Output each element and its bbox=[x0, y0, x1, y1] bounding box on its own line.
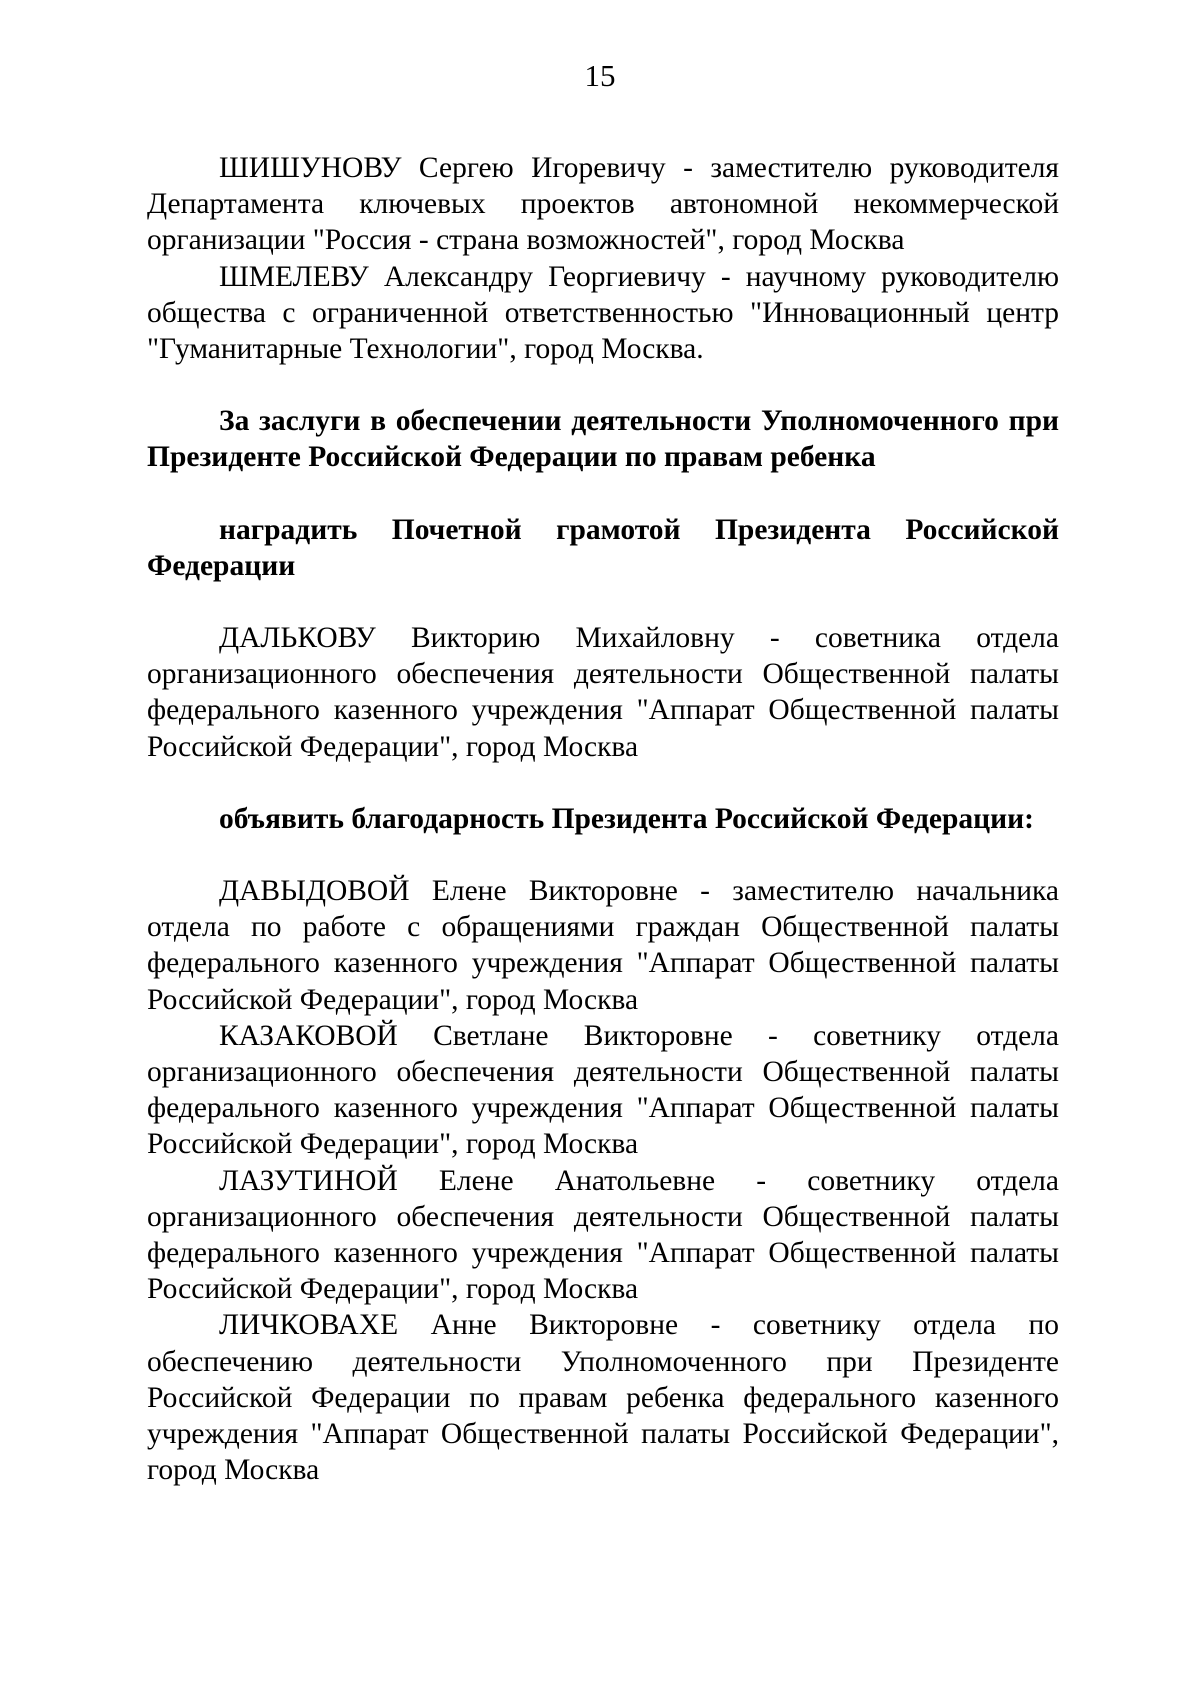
award-entry-dalkova: ДАЛЬКОВУ Викторию Михайловну - советника отдела организационного обеспечения деятельности Общественной палаты федерального казенного учреждения "Аппарат Общественной палаты Российской Федерации", город Москва bbox=[147, 622, 1059, 763]
document-body bbox=[147, 150, 1059, 1489]
award-entry-davydova: ДАВЫДОВОЙ Елене Викторовне - заместителю начальника отдела по работе с обращениями граждан Общественной палаты федерального казенного учреждения "Аппарат Общественной палаты Российской Федерации", город Москва bbox=[147, 875, 1059, 1016]
section-heading-merits: За заслуги в обеспечении деятельности Уполномоченного при Президенте Российской Федерации по правам ребенка bbox=[147, 405, 1059, 474]
page-number: 15 bbox=[584, 58, 616, 93]
award-entry-shmelev: ШМЕЛЕВУ Александру Георгиевичу - научному руководителю общества с ограниченной ответственностью "Инновационный центр "Гуманитарные Технологии", город Москва. bbox=[147, 260, 1059, 366]
award-entry-kazakova: КАЗАКОВОЙ Светлане Викторовне - советнику отдела организационного обеспечения деятельности Общественной палаты федерального казенного учреждения "Аппарат Общественной палаты Российской Федерации", город Москва bbox=[147, 1019, 1059, 1161]
award-entry-lichkovakha: ЛИЧКОВАХЕ Анне Викторовне - советнику отдела по обеспечению деятельности Уполномоченного при Президенте Российской Федерации по правам ребенка федерального казенного учреждения "Аппарат Общественной палаты Российской Федерации", город Москва bbox=[147, 1309, 1059, 1487]
award-entry-lazutina: ЛАЗУТИНОЙ Елене Анатольевне - советнику отдела организационного обеспечения деятельности Общественной палаты федерального казенного учреждения "Аппарат Общественной палаты Российской Федерации", город Москва bbox=[147, 1164, 1059, 1306]
award-entry-shishunov: ШИШУНОВУ Сергею Игоревичу - заместителю руководителя Департамента ключевых проектов автономной некоммерческой организации "Россия - страна возможностей", город Москва bbox=[147, 152, 1059, 257]
section-heading-award-certificate: наградить Почетной грамотой Президента Российской Федерации bbox=[147, 513, 1059, 582]
section-heading-gratitude: объявить благодарность Президента Российской Федерации: bbox=[219, 802, 1034, 835]
